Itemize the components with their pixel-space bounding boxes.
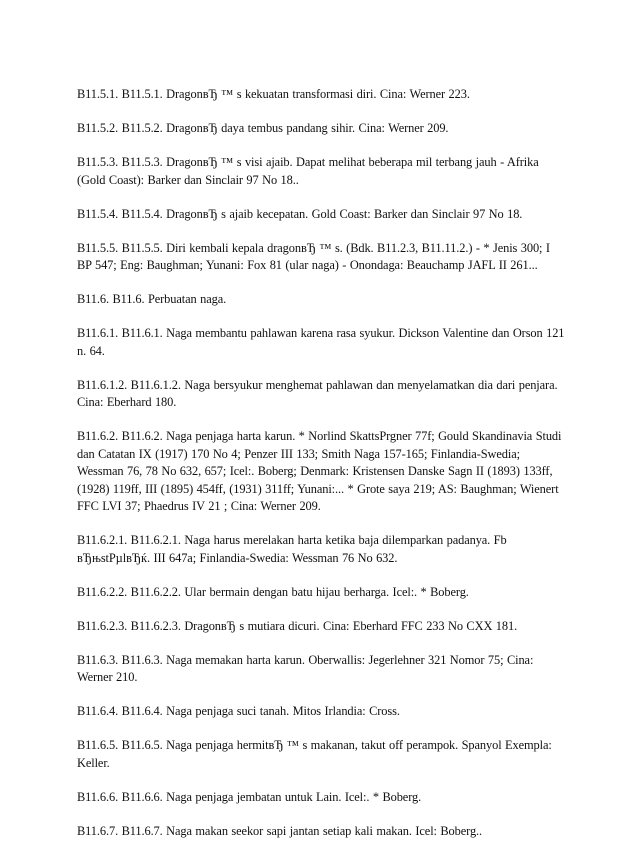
motif-entry: B11.5.1. B11.5.1. DragonвЂ ™ s kekuatan transformasi diri. Cina: Werner 223. bbox=[77, 87, 470, 101]
motif-entry: B11.5.4. B11.5.4. DragonвЂ s ajaib kecepatan. Gold Coast: Barker dan Sinclair 97 No 18. bbox=[77, 206, 523, 221]
motif-entry: B11.6.2.2. B11.6.2.2. Ular bermain dengan batu hijau berharga. Icel:. * Boberg. bbox=[77, 584, 469, 599]
motif-entry: B11.5.2. B11.5.2. DragonвЂ daya tembus pandang sihir. Cina: Werner 209. bbox=[77, 121, 449, 135]
motif-entry: B11.6.7. B11.6.7. Naga makan seekor sapi jantan setiap kali makan. Icel: Boberg.. bbox=[77, 823, 483, 838]
motif-entry: B11.6.1.2. B11.6.1.2. Naga bersyukur menghemat pahlawan dan menyelamatkan dia dari penjara. Cina: Eberhard 180. bbox=[77, 377, 558, 409]
motif-entry: B11.6.2. B11.6.2. Naga penjaga harta karun. * Norlind SkattsPrgner 77f; Gould Skandinavia Studi dan Catatan IX (1917) 170 No 4; Penzer III 133; Smith Naga 157-165; Finlandia-Swedia; Wessman 76, 78 No 632, 657; Icel:. Boberg; Denmark: Kristensen Danske Sagn II (1893) 133ff, (1928) 119ff, III (1895) 454ff, (1931) 311ff; Yunani:... * Grote saya 219; AS: Baughman; Wienert FFC LVI 37; Phaedrus IV 21 ; Cina: Werner 209. bbox=[77, 429, 562, 513]
motif-index-list bbox=[77, 86, 567, 857]
motif-entry: B11.5.3. B11.5.3. DragonвЂ ™ s visi ajaib. Dapat melihat beberapa mil terbang jauh - Afrika (Gold Coast): Barker dan Sinclair 97 No 18.. bbox=[77, 155, 539, 187]
motif-entry: B11.6.6. B11.6.6. Naga penjaga jembatan untuk Lain. Icel:. * Boberg. bbox=[77, 789, 422, 804]
motif-entry: B11.6.5. B11.6.5. Naga penjaga hermitвЂ ™ s makanan, takut off perampok. Spanyol Exempla: Keller. bbox=[77, 738, 552, 770]
motif-entry: B11.6.4. B11.6.4. Naga penjaga suci tanah. Mitos Irlandia: Cross. bbox=[77, 704, 400, 718]
motif-entry: B11.6. B11.6. Perbuatan naga. bbox=[77, 292, 227, 306]
motif-entry: B11.6.3. B11.6.3. Naga memakan harta karun. Oberwallis: Jegerlehner 321 Nomor 75; Cina: Werner 210. bbox=[77, 652, 534, 684]
motif-entry: B11.6.2.1. B11.6.2.1. Naga harus merelakan harta ketika baja dilemparkan padanya. Fb вЂњstРµlвЂќ. III 647a; Finlandia-Swedia: Wessman 76 No 632. bbox=[77, 533, 507, 565]
motif-entry: B11.6.1. B11.6.1. Naga membantu pahlawan karena rasa syukur. Dickson Valentine dan Orson 121 n. 64. bbox=[77, 326, 565, 358]
motif-entry: B11.5.5. B11.5.5. Diri kembali kepala dragonвЂ ™ s. (Bdk. B11.2.3, B11.11.2.) - * Jenis 300; I BP 547; Eng: Baughman; Yunani: Fox 81 (ular naga) - Onondaga: Beauchamp JAFL II 261... bbox=[77, 240, 550, 272]
motif-entry: B11.6.2.3. B11.6.2.3. DragonвЂ s mutiara dicuri. Cina: Eberhard FFC 233 No CXX 181. bbox=[77, 618, 518, 633]
